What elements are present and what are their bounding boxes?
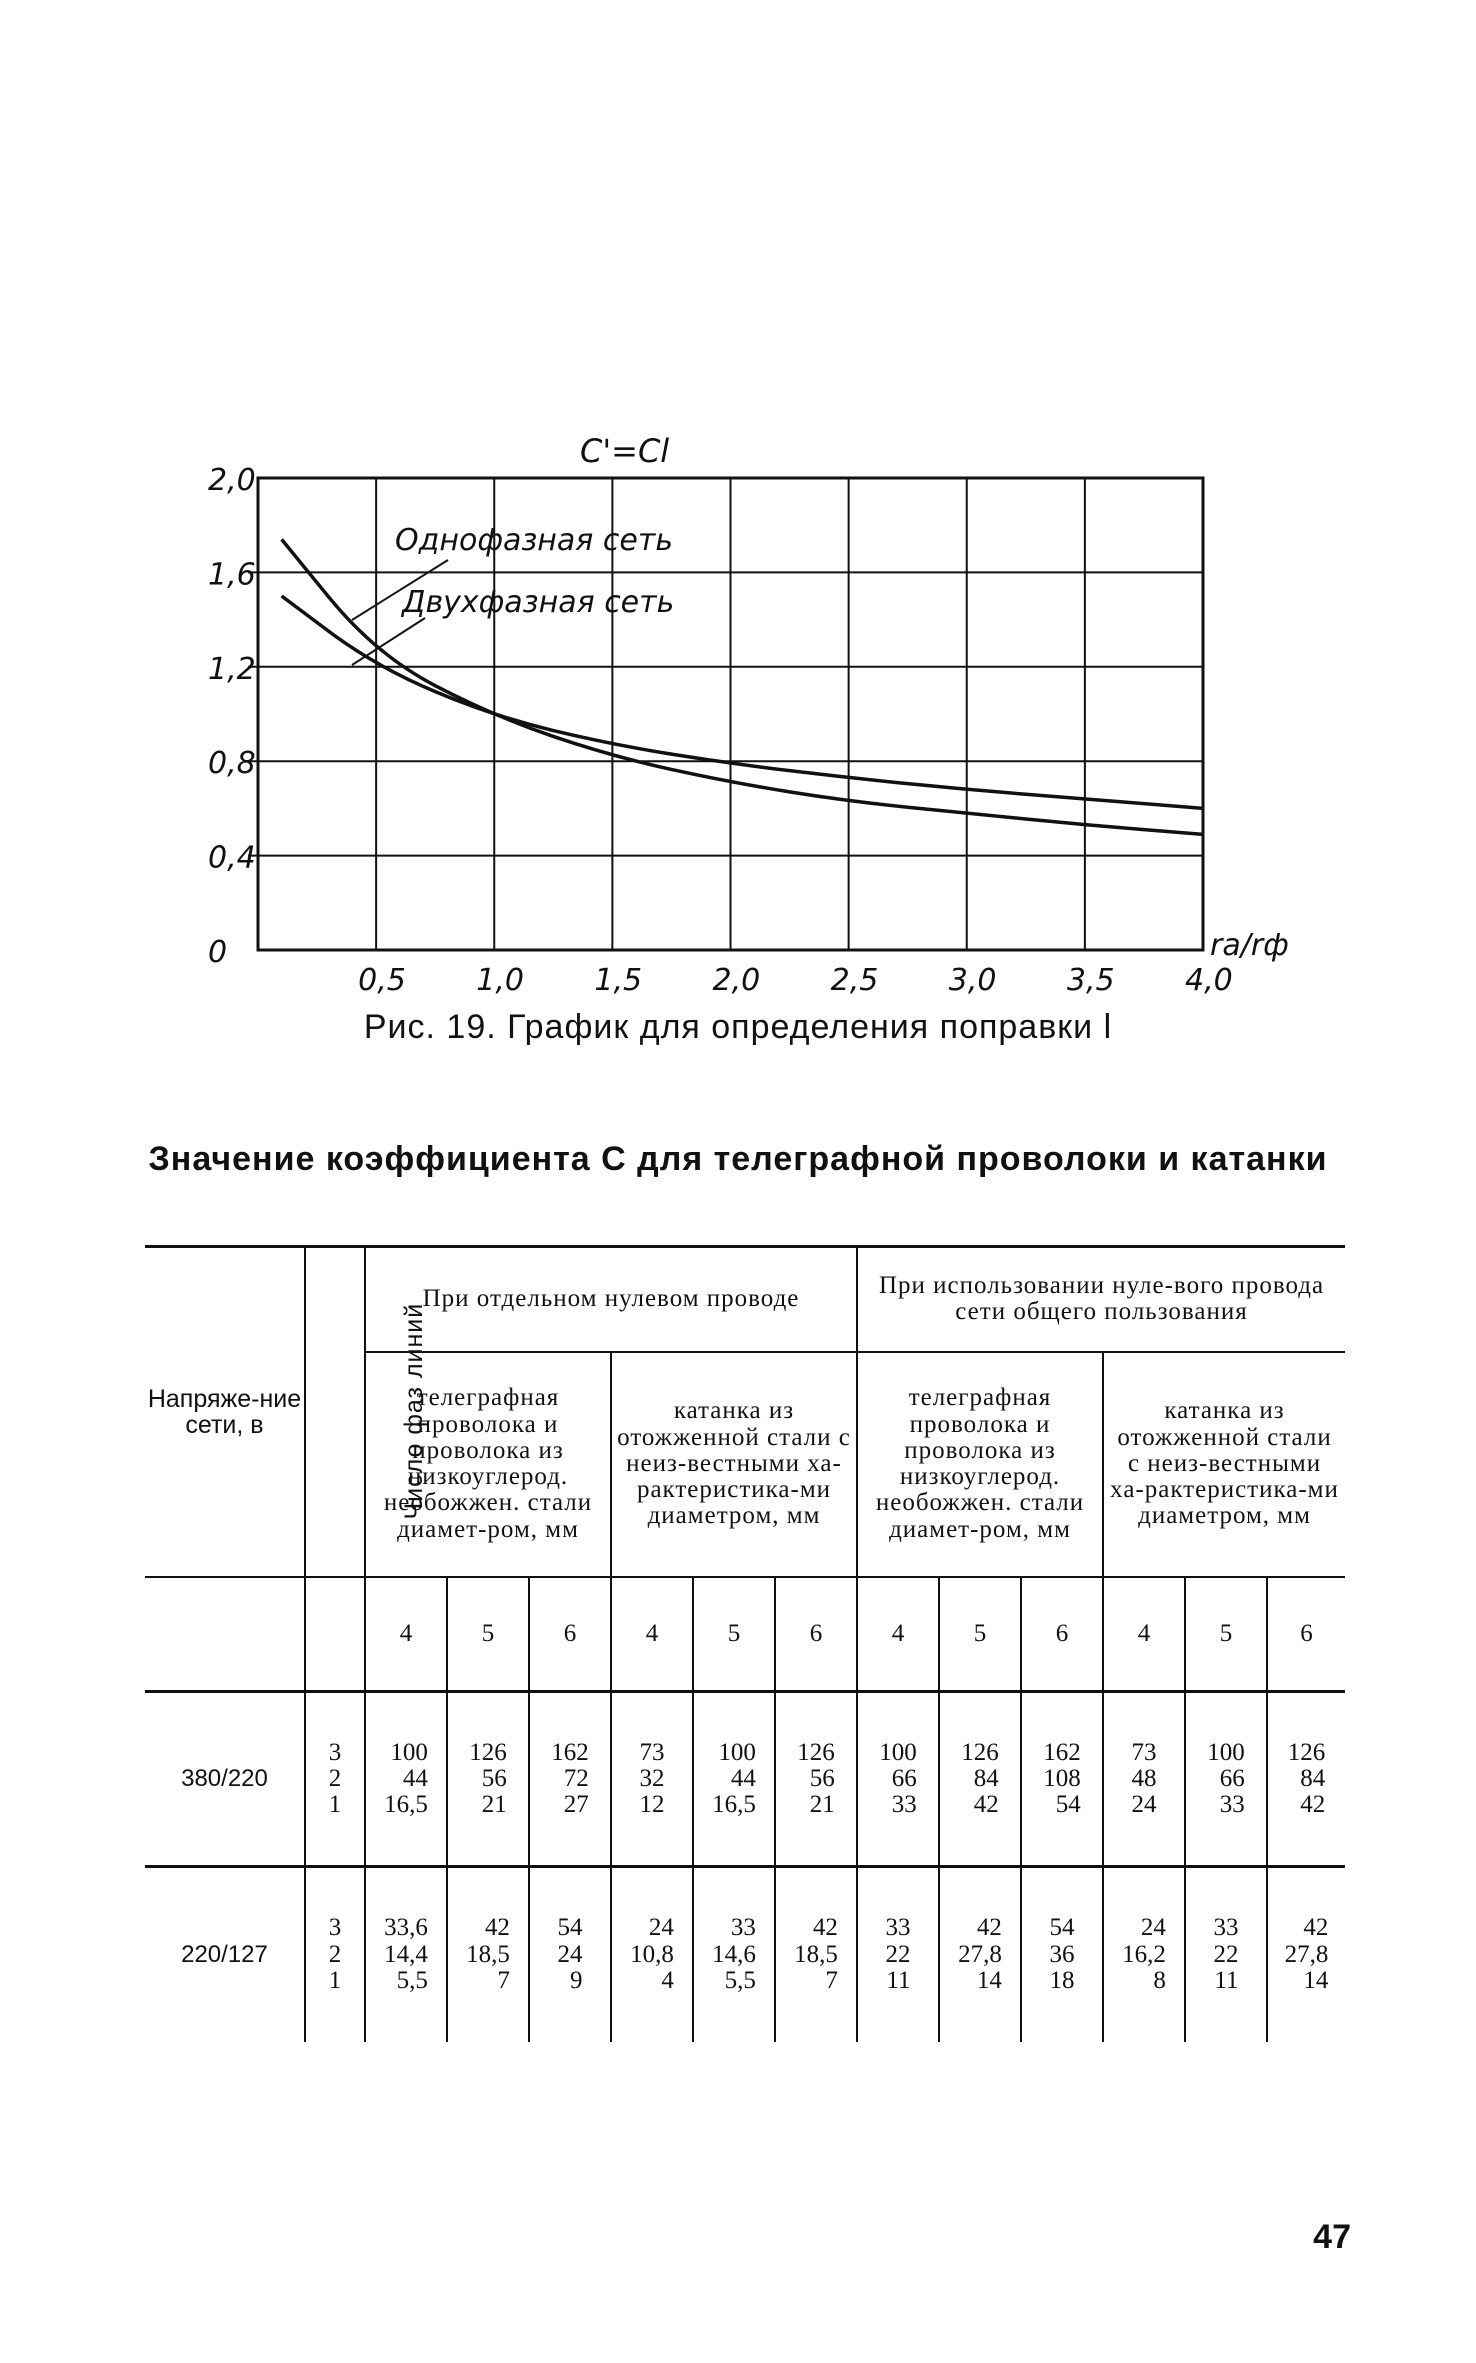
header-sub-rod-2: катанка из отожженной стали с неиз-вестными ха-рактеристика-ми диаметром, мм [1103,1352,1345,1577]
table-row [145,1692,1345,1867]
value-cell: 54 36 18 [1021,1867,1103,2042]
diameter-row [145,1577,1345,1692]
value-cell: 162 72 27 [529,1692,611,1867]
value-cell: 100 44 16,5 [693,1692,775,1867]
page-number: 47 [1313,2218,1351,2256]
phases-cell: 3 2 1 [305,1867,365,2042]
header-group-common-neutral: При использовании нуле-вого провода сети общего пользования [857,1247,1345,1352]
value-cell: 100 44 16,5 [365,1692,447,1867]
diameter-cell: 5 [447,1577,529,1692]
diameter-cell: 4 [611,1577,693,1692]
value-cell: 126 84 42 [1267,1692,1345,1867]
diameter-cell: 6 [1021,1577,1103,1692]
y-tick-label: 1,2 [208,651,256,687]
table-title: Значение коэффициента С для телеграфной проволоки и катанки [148,1140,1328,1178]
value-cell: 42 18,5 7 [775,1867,857,2042]
value-cell: 33 22 11 [857,1867,939,2042]
header-group-separate-neutral: При отдельном нулевом проводе [365,1247,857,1352]
value-cell: 126 56 21 [447,1692,529,1867]
diameter-cell: 5 [1185,1577,1267,1692]
curve-two-phase [282,596,1203,808]
coefficient-chart [0,0,1476,1000]
x-tick-label: 2,0 [712,963,761,998]
value-cell: 73 48 24 [1103,1692,1185,1867]
value-cell: 33,6 14,4 5,5 [365,1867,447,2042]
diameter-row-blank [145,1577,305,1692]
voltage-cell: 220/127 [181,1941,268,1969]
value-cell: 162 108 54 [1021,1692,1103,1867]
coefficient-table [145,1245,1345,2042]
value-cell: 42 18,5 7 [447,1867,529,2042]
diameter-cell: 6 [1267,1577,1345,1692]
x-tick-label: 1,0 [476,963,524,998]
value-cell: 33 22 11 [1185,1867,1267,2042]
table-body [145,1692,1345,2042]
value-cell: 126 56 21 [775,1692,857,1867]
y-tick-label: 0,8 [208,746,256,782]
header-voltage: Напряже-ние сети, в [145,1247,305,1577]
voltage-cell: 380/220 [181,1765,268,1793]
diameter-cell: 5 [693,1577,775,1692]
series-label-single-phase: Однофазная сеть [395,523,673,558]
diameter-cell: 4 [365,1577,447,1692]
x-axis-label: ra/rф [1210,928,1289,963]
diameter-cell: 6 [775,1577,857,1692]
value-cell: 42 27,8 14 [1267,1867,1345,2042]
y-tick-label: 0,4 [208,840,256,876]
value-cell: 54 24 9 [529,1867,611,2042]
x-tick-label: 0,5 [358,963,406,998]
y-tick-label: 1,6 [208,557,256,593]
header-sub-wire-1: телеграфная проволока и проволока из низкоуглерод. необожжен. стали диамет-ром, мм [365,1352,611,1577]
chart-ticks [208,463,1233,998]
value-cell: 42 27,8 14 [939,1867,1021,2042]
y-tick-label: 0 [208,935,228,970]
header-phases [305,1247,429,1577]
curve-single-phase [282,539,1203,834]
header-phases-text: Число фаз линий [400,1302,429,1520]
value-cell: 24 16,2 8 [1103,1867,1185,2042]
header-sub-wire-2: телеграфная проволока и проволока из низкоуглерод. необожжен. стали диамет-ром, мм [857,1352,1103,1577]
diameter-cell: 4 [857,1577,939,1692]
phases-cell: 3 2 1 [305,1692,365,1867]
figure-caption: Рис. 19. График для определения поправки l [363,1008,1113,1046]
x-tick-label: 3,0 [948,963,997,998]
y-tick-label: 2,0 [208,463,256,498]
x-tick-label: 1,5 [594,963,643,998]
chart-grid [248,478,1203,950]
header-sub-rod-1: катанка из отожженной стали с неиз-вестными ха-рактеристика-ми диаметром, мм [611,1352,857,1577]
series-label-two-phase: Двухфазная сеть [402,585,675,620]
chart-curves [282,539,1203,834]
table-row [145,1867,1345,2042]
value-cell: 24 10,8 4 [611,1867,693,2042]
x-tick-label: 3,5 [1066,963,1115,998]
value-cell: 33 14,6 5,5 [693,1867,775,2042]
chart-title: C'=Cl [580,432,670,470]
value-cell: 100 66 33 [1185,1692,1267,1867]
x-tick-label: 2,5 [830,963,879,998]
diameter-row-blank-2 [305,1577,365,1692]
diameter-cell: 4 [1103,1577,1185,1692]
diameter-cell: 5 [939,1577,1021,1692]
x-tick-label: 4,0 [1185,963,1233,998]
value-cell: 126 84 42 [939,1692,1021,1867]
value-cell: 100 66 33 [857,1692,939,1867]
value-cell: 73 32 12 [611,1692,693,1867]
diameter-cell: 6 [529,1577,611,1692]
